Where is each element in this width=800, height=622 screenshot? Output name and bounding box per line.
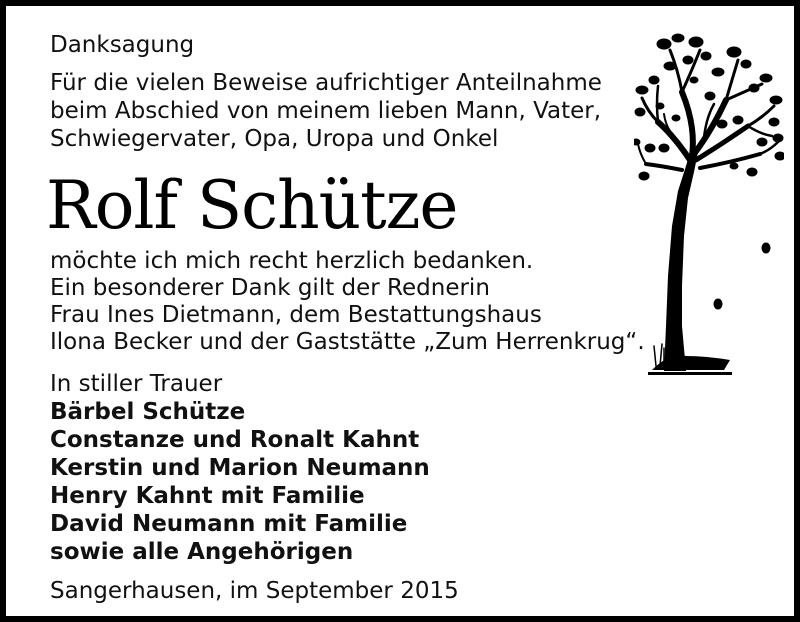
thanks-text	[50, 248, 645, 356]
thanks-line: möchte ich mich recht herzlich bedanken.	[50, 248, 534, 274]
deceased-name: Rolf Schütze	[46, 167, 458, 244]
mourner-name: Henry Kahnt mit Familie	[50, 483, 365, 509]
mourner-name: Kerstin und Marion Neumann	[50, 455, 430, 481]
intro-line: beim Abschied von meinem lieben Mann, Vater,	[50, 98, 602, 124]
intro-text	[50, 69, 602, 153]
mourner-name: David Neumann mit Familie	[50, 511, 408, 537]
mourners-block	[50, 370, 430, 566]
mourner-name: Constanze und Ronalt Kahnt	[50, 427, 420, 453]
thanks-line: Ilona Becker und der Gaststätte „Zum Herrenkrug“.	[50, 329, 645, 355]
notice-heading: Danksagung	[50, 32, 195, 58]
tree-icon	[634, 26, 784, 376]
mourning-label: In stiller Trauer	[50, 371, 223, 397]
thanks-line: Frau Ines Dietmann, dem Bestattungshaus	[50, 302, 542, 328]
thanks-line: Ein besonderer Dank gilt der Rednerin	[50, 275, 490, 301]
mourner-name: sowie alle Angehörigen	[50, 539, 354, 565]
intro-line: Schwiegervater, Opa, Uropa und Onkel	[50, 126, 499, 152]
place-date: Sangerhausen, im September 2015	[50, 578, 459, 604]
mourner-name: Bärbel Schütze	[50, 399, 246, 425]
intro-line: Für die vielen Beweise aufrichtiger Anteilnahme	[50, 70, 602, 96]
